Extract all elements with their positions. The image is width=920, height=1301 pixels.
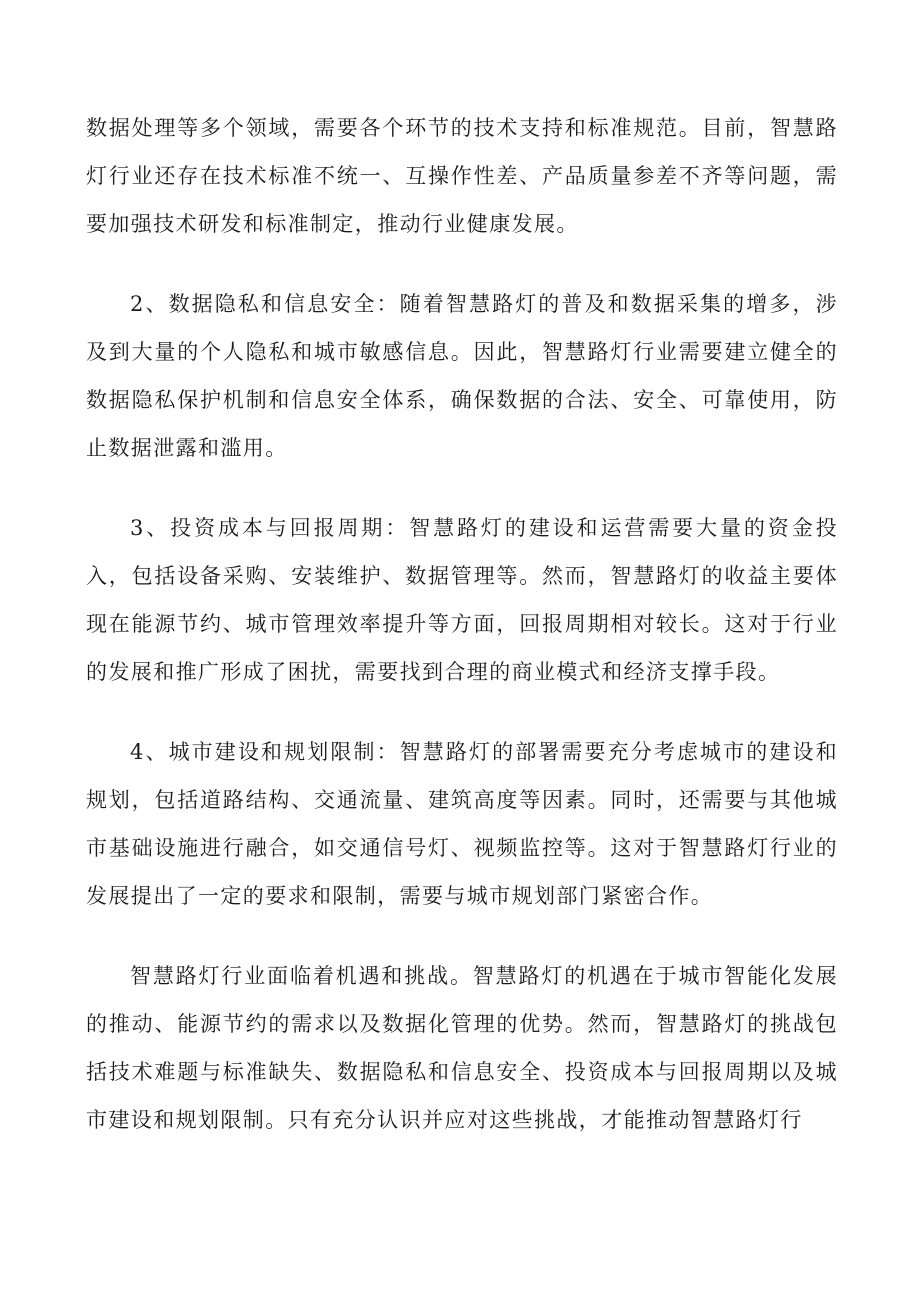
paragraph-data-privacy: 2、数据隐私和信息安全：随着智慧路灯的普及和数据采集的增多，涉及到大量的个人隐私和城市敏感信息。因此，智慧路灯行业需要建立健全的数据隐私保护机制和信息安全体系，确保数据的合法、安全、可靠使用，防止数据泄露和滥用。 bbox=[86, 292, 838, 460]
document-body bbox=[86, 104, 838, 1176]
paragraph-summary: 智慧路灯行业面临着机遇和挑战。智慧路灯的机遇在于城市智能化发展的推动、能源节约的需求以及数据化管理的优势。然而，智慧路灯的挑战包括技术难题与标准缺失、数据隐私和信息安全、投资成本与回报周期以及城市建设和规划限制。只有充分认识并应对这些挑战，才能推动智慧路灯行 bbox=[86, 964, 838, 1132]
paragraph-continuation: 数据处理等多个领域，需要各个环节的技术支持和标准规范。目前，智慧路灯行业还存在技术标准不统一、互操作性差、产品质量参差不齐等问题，需要加强技术研发和标准制定，推动行业健康发展。 bbox=[86, 116, 838, 236]
paragraph-investment-cost: 3、投资成本与回报周期：智慧路灯的建设和运营需要大量的资金投入，包括设备采购、安装维护、数据管理等。然而，智慧路灯的收益主要体现在能源节约、城市管理效率提升等方面，回报周期相对较长。这对于行业的发展和推广形成了困扰，需要找到合理的商业模式和经济支撑手段。 bbox=[86, 516, 838, 684]
paragraph-urban-planning: 4、城市建设和规划限制：智慧路灯的部署需要充分考虑城市的建设和规划，包括道路结构、交通流量、建筑高度等因素。同时，还需要与其他城市基础设施进行融合，如交通信号灯、视频监控等。这对于智慧路灯行业的发展提出了一定的要求和限制，需要与城市规划部门紧密合作。 bbox=[86, 740, 838, 908]
